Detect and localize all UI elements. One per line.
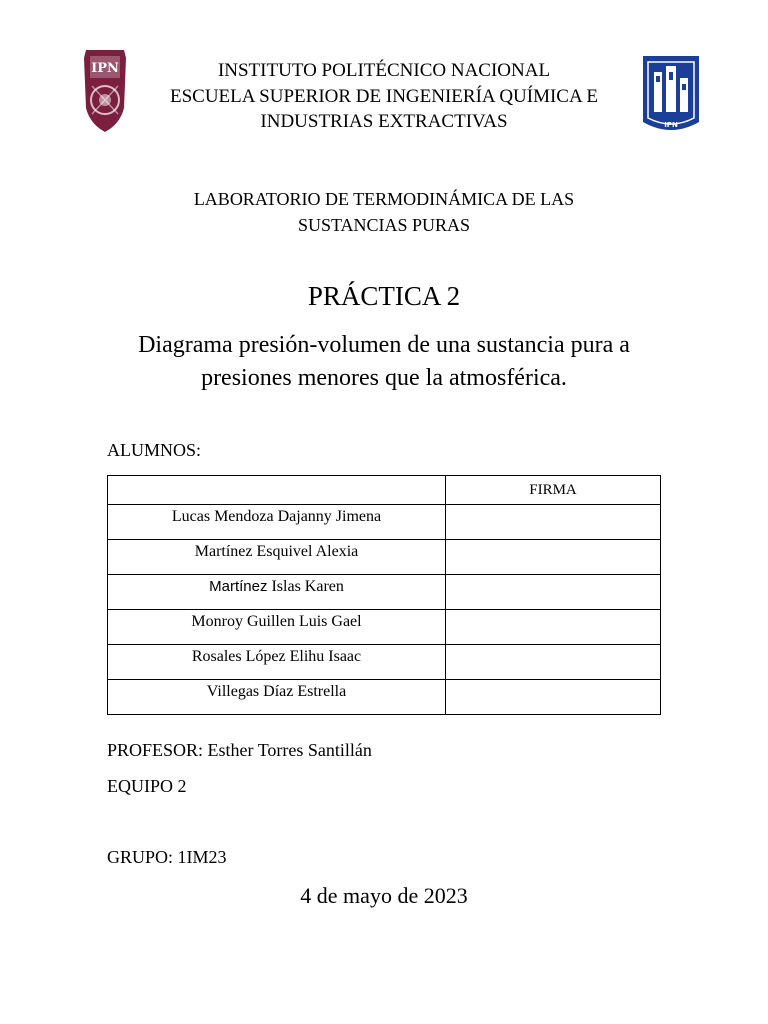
students-table <box>107 475 661 715</box>
student-name <box>108 575 446 610</box>
student-name: Martínez Esquivel Alexia <box>108 540 446 575</box>
table-row <box>108 505 661 540</box>
institution-name: INSTITUTO POLITÉCNICO NACIONAL <box>217 60 551 81</box>
school-name-line2: INDUSTRIAS EXTRACTIVAS <box>260 111 508 132</box>
table-header-row <box>108 476 661 505</box>
signature-cell <box>446 575 661 610</box>
team-line: EQUIPO 2 <box>107 776 187 796</box>
signature-cell <box>446 680 661 715</box>
group-line: GRUPO: 1IM23 <box>107 847 227 867</box>
signature-cell <box>446 505 661 540</box>
student-name: Monroy Guillen Luis Gael <box>108 610 446 645</box>
table-row <box>108 610 661 645</box>
ipn-shield-logo <box>80 48 130 134</box>
signature-cell <box>446 540 661 575</box>
student-name: Villegas Díaz Estrella <box>108 680 446 715</box>
student-name-part2: Islas Karen <box>267 578 344 595</box>
document-date: 4 de mayo de 2023 <box>300 883 468 908</box>
lab-name-line1: LABORATORIO DE TERMODINÁMICA DE LAS <box>193 189 575 209</box>
professor-line: PROFESOR: Esther Torres Santillán <box>107 740 372 760</box>
school-name-line1: ESCUELA SUPERIOR DE INGENIERÍA QUÍMICA E <box>169 85 599 107</box>
institution-header <box>134 58 634 135</box>
subtitle-line1: Diagrama presión-volumen de una sustancia pura a <box>138 332 630 358</box>
signature-cell <box>446 645 661 680</box>
svg-text:IPN: IPN <box>91 61 119 76</box>
student-name: Rosales López Elihu Isaac <box>108 645 446 680</box>
student-name: Lucas Mendoza Dajanny Jimena <box>108 505 446 540</box>
subtitle-line2: presiones menores que la atmosférica. <box>201 364 567 391</box>
student-name-part1: Martínez <box>209 578 268 595</box>
signature-column-header: FIRMA <box>446 476 661 505</box>
lab-name <box>134 187 634 238</box>
signature-cell <box>446 610 661 645</box>
esiqie-logo <box>640 52 702 138</box>
name-column-header <box>108 476 446 505</box>
svg-text:IPN: IPN <box>664 121 678 129</box>
practice-title: PRÁCTICA 2 <box>307 281 461 311</box>
table-row <box>108 575 661 610</box>
practice-subtitle <box>84 329 684 394</box>
table-row <box>108 645 661 680</box>
table-row <box>108 540 661 575</box>
students-label: ALUMNOS: <box>107 440 202 460</box>
table-row <box>108 680 661 715</box>
lab-name-line2: SUSTANCIAS PURAS <box>297 214 471 235</box>
